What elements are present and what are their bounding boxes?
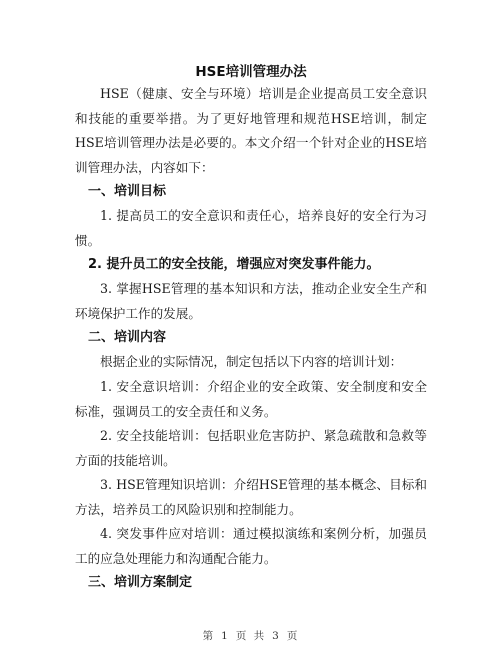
footer-prefix: 第 (202, 630, 216, 642)
footer-page-number: 1 (221, 630, 230, 642)
content-item-4: 4. 突发事件应对培训：通过模拟演练和案例分析，加强员工的应急处理能力和沟通配合能力。 (75, 526, 427, 566)
content-item-1: 1. 安全意识培训：介绍企业的安全政策、安全制度和安全标准，强调员工的安全责任和义务。 (75, 379, 427, 419)
content-item-3: 3. HSE管理知识培训：介绍HSE管理的基本概念、目标和方法，培养员工的风险识别和控制能力。 (75, 477, 427, 517)
goal-item-3: 3. 掌握HSE管理的基本知识和方法，推动企业安全生产和环境保护工作的发展。 (75, 281, 427, 321)
footer-total-pages: 3 (272, 630, 281, 642)
content-item-2: 2. 安全技能培训：包括职业危害防护、紧急疏散和急救等方面的技能培训。 (75, 428, 427, 468)
intro-paragraph: HSE（健康、安全与环境）培训是企业提高员工安全意识和技能的重要举措。为了更好地管理和规范HSE培训，制定HSE培训管理办法是必要的。本文介绍一个针对企业的HSE培训管理办法，内容如下： (75, 86, 427, 175)
content-intro: 根据企业的实际情况，制定包括以下内容的培训计划： (100, 354, 403, 369)
section-heading-goals: 一、培训目标 (88, 184, 167, 199)
section-heading-plan: 三、培训方案制定 (88, 575, 193, 590)
page-footer (0, 628, 502, 643)
goal-item-1: 1. 提高员工的安全意识和责任心，培养良好的安全行为习惯。 (75, 208, 427, 248)
footer-mid: 页 共 (235, 630, 267, 642)
goal-item-2: 2. 提升员工的安全技能，增强应对突发事件能力。 (88, 257, 380, 272)
footer-suffix: 页 (286, 630, 300, 642)
document-title: HSE培训管理办法 (195, 64, 307, 80)
section-heading-content: 二、培训内容 (88, 330, 167, 345)
